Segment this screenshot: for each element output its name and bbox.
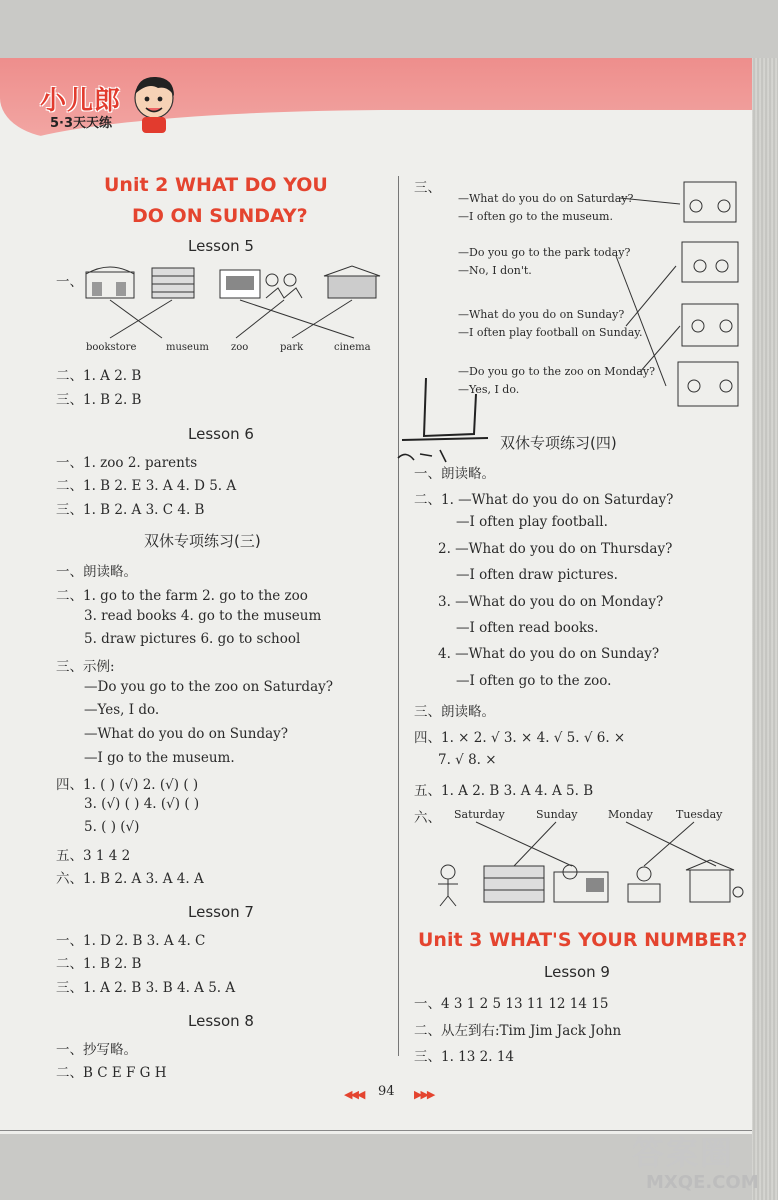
dialog-2a: —Do you go to the park today? (458, 246, 631, 259)
lesson9-heading: Lesson 9 (544, 963, 610, 981)
park-scene-icon (678, 362, 738, 406)
ex4-q2-3a: 3. —What do you do on Monday? (438, 594, 664, 610)
cinema-picture-icon (220, 270, 260, 298)
park-picture-icon (86, 267, 134, 298)
dialog-1b: —I often go to the museum. (458, 210, 613, 223)
l8-q2: 二、B C E F G H (56, 1065, 167, 1081)
ex3-q2-line1: 二、1. go to the farm 2. go to the zoo (56, 588, 308, 604)
mascot-boy-icon (128, 72, 180, 134)
l5-label-park: park (280, 342, 304, 353)
ex3-q3-line3: —What do you do on Sunday? (84, 726, 289, 742)
ex3-q2-line2: 3. read books 4. go to the museum (84, 608, 322, 624)
l7-q2: 二、1. B 2. B (56, 956, 142, 972)
ex3-q4-line2: 3. (√) ( ) 4. (√) ( ) (84, 796, 200, 812)
handwritten-scribble (396, 370, 496, 470)
unit3-title: Unit 3 WHAT'S YOUR NUMBER? (418, 929, 748, 951)
dialog-2b: —No, I don't. (458, 264, 532, 277)
girl-dancing-icon (438, 865, 458, 906)
lesson5-heading: Lesson 5 (188, 237, 254, 255)
lesson5-matching-pictures (84, 262, 384, 342)
day-saturday: Saturday (454, 808, 505, 821)
dialog-1a: —What do you do on Saturday? (458, 192, 634, 205)
l5-q3: 三、1. B 2. B (56, 392, 142, 408)
bookstore-picture-icon (152, 268, 194, 298)
r-q3-prefix: 三、 (414, 180, 441, 196)
ex4-q4-line1: 四、1. × 2. √ 3. × 4. √ 5. √ 6. × (414, 730, 626, 746)
football-scene-icon (682, 304, 738, 346)
l5-q1-prefix: 一、 (56, 274, 83, 290)
watermark-url: MXQE.COM (646, 1172, 759, 1193)
page-number: 94 (378, 1084, 395, 1099)
lesson8-heading: Lesson 8 (188, 1012, 254, 1030)
ex4-q2-2a: 2. —What do you do on Thursday? (438, 541, 673, 557)
ex3-q3-line2: —Yes, I do. (84, 702, 160, 718)
zoo-picture-icon (266, 274, 302, 298)
l9-q3: 三、1. 13 2. 14 (414, 1049, 514, 1065)
lesson7-heading: Lesson 7 (188, 903, 254, 921)
l6-q2: 二、1. B 2. E 3. A 4. D 5. A (56, 478, 237, 494)
ex4-q4-line2: 7. √ 8. × (438, 752, 497, 768)
ex3-q3-label: 三、示例: (56, 659, 115, 675)
ex4-q3: 三、朗读略。 (414, 704, 495, 720)
footer-right-arrows: ▶▶▶ (414, 1088, 434, 1101)
dialog-matching-pictures (606, 176, 746, 412)
unit2-title-line1: Unit 2 WHAT DO YOU (104, 174, 328, 196)
footer-left-arrows: ◀◀◀ (344, 1088, 364, 1101)
dialog-3a: —What do you do on Sunday? (458, 308, 625, 321)
ex4-q6-prefix: 六、 (414, 810, 441, 826)
ex3-q4-line1: 四、1. ( ) (√) 2. (√) ( ) (56, 777, 199, 793)
boy-reading-icon (628, 867, 660, 902)
zoo-scene-icon (682, 242, 738, 282)
unit2-title-line2: DO ON SUNDAY? (132, 205, 308, 227)
l7-q3: 三、1. A 2. B 3. B 4. A 5. A (56, 980, 236, 996)
book-page-edges (752, 58, 778, 1200)
l5-label-bookstore: bookstore (86, 342, 137, 353)
museum-building-icon (686, 860, 743, 902)
ex3-q3-line1: —Do you go to the zoo on Saturday? (84, 679, 333, 695)
ex4-q2-4b: —I often go to the zoo. (456, 673, 612, 689)
watermark-logo: 答案圈 (632, 1134, 735, 1172)
ex3-q4-line3: 5. ( ) (√) (84, 819, 140, 835)
l5-q2: 二、1. A 2. B (56, 368, 142, 384)
ex4-q2-4a: 4. —What do you do on Sunday? (438, 646, 660, 662)
l6-q1: 一、1. zoo 2. parents (56, 455, 198, 471)
day-monday: Monday (608, 808, 653, 821)
ex3-q2-line3: 5. draw pictures 6. go to school (84, 631, 301, 647)
ex3-q3-line4: —I go to the museum. (84, 750, 235, 766)
ex3-q5: 五、3 1 4 2 (56, 848, 131, 864)
l5-label-zoo: zoo (231, 342, 249, 353)
ex3-q6: 六、1. B 2. A 3. A 4. A (56, 871, 204, 887)
day-activity-pictures (432, 820, 746, 908)
l7-q1: 一、1. D 2. B 3. A 4. C (56, 933, 206, 949)
l9-q1: 一、4 3 1 2 5 13 11 12 14 15 (414, 996, 609, 1012)
museum-picture-icon (324, 266, 380, 298)
ex4-q2-1b: —I often play football. (456, 514, 608, 530)
ex4-q2-3b: —I often read books. (456, 620, 599, 636)
ex4-q5: 五、1. A 2. B 3. A 4. A 5. B (414, 783, 594, 799)
ex4-q2-1a: 二、1. —What do you do on Saturday? (414, 492, 674, 508)
ex4-q1: 一、朗读略。 (414, 466, 495, 482)
ex3-heading: 双休专项练习(三) (144, 532, 261, 550)
column-divider (398, 176, 399, 1056)
logo-subtitle: 5·3天天练 (50, 116, 113, 131)
l9-q2: 二、从左到右:Tim Jim Jack John (414, 1023, 622, 1039)
dialog-4a: —Do you go to the zoo on Monday? (458, 365, 655, 378)
ex3-q1: 一、朗读略。 (56, 564, 137, 580)
day-sunday: Sunday (536, 808, 578, 821)
dialog-3b: —I often play football on Sunday. (458, 326, 643, 339)
dialog-4b: —Yes, I do. (458, 383, 520, 396)
l6-q3: 三、1. B 2. A 3. C 4. B (56, 502, 205, 518)
computer-icon (554, 865, 608, 902)
bookshelf-icon (484, 866, 544, 902)
ex4-heading: 双休专项练习(四) (500, 434, 617, 452)
l8-q1: 一、抄写略。 (56, 1042, 137, 1058)
lesson6-heading: Lesson 6 (188, 425, 254, 443)
day-tuesday: Tuesday (676, 808, 723, 821)
ex4-q2-2b: —I often draw pictures. (456, 567, 618, 583)
museum-scene-icon (684, 182, 736, 222)
l5-label-cinema: cinema (334, 342, 371, 353)
l5-label-museum: museum (166, 342, 209, 353)
logo-title: 小儿郎 (40, 86, 122, 116)
